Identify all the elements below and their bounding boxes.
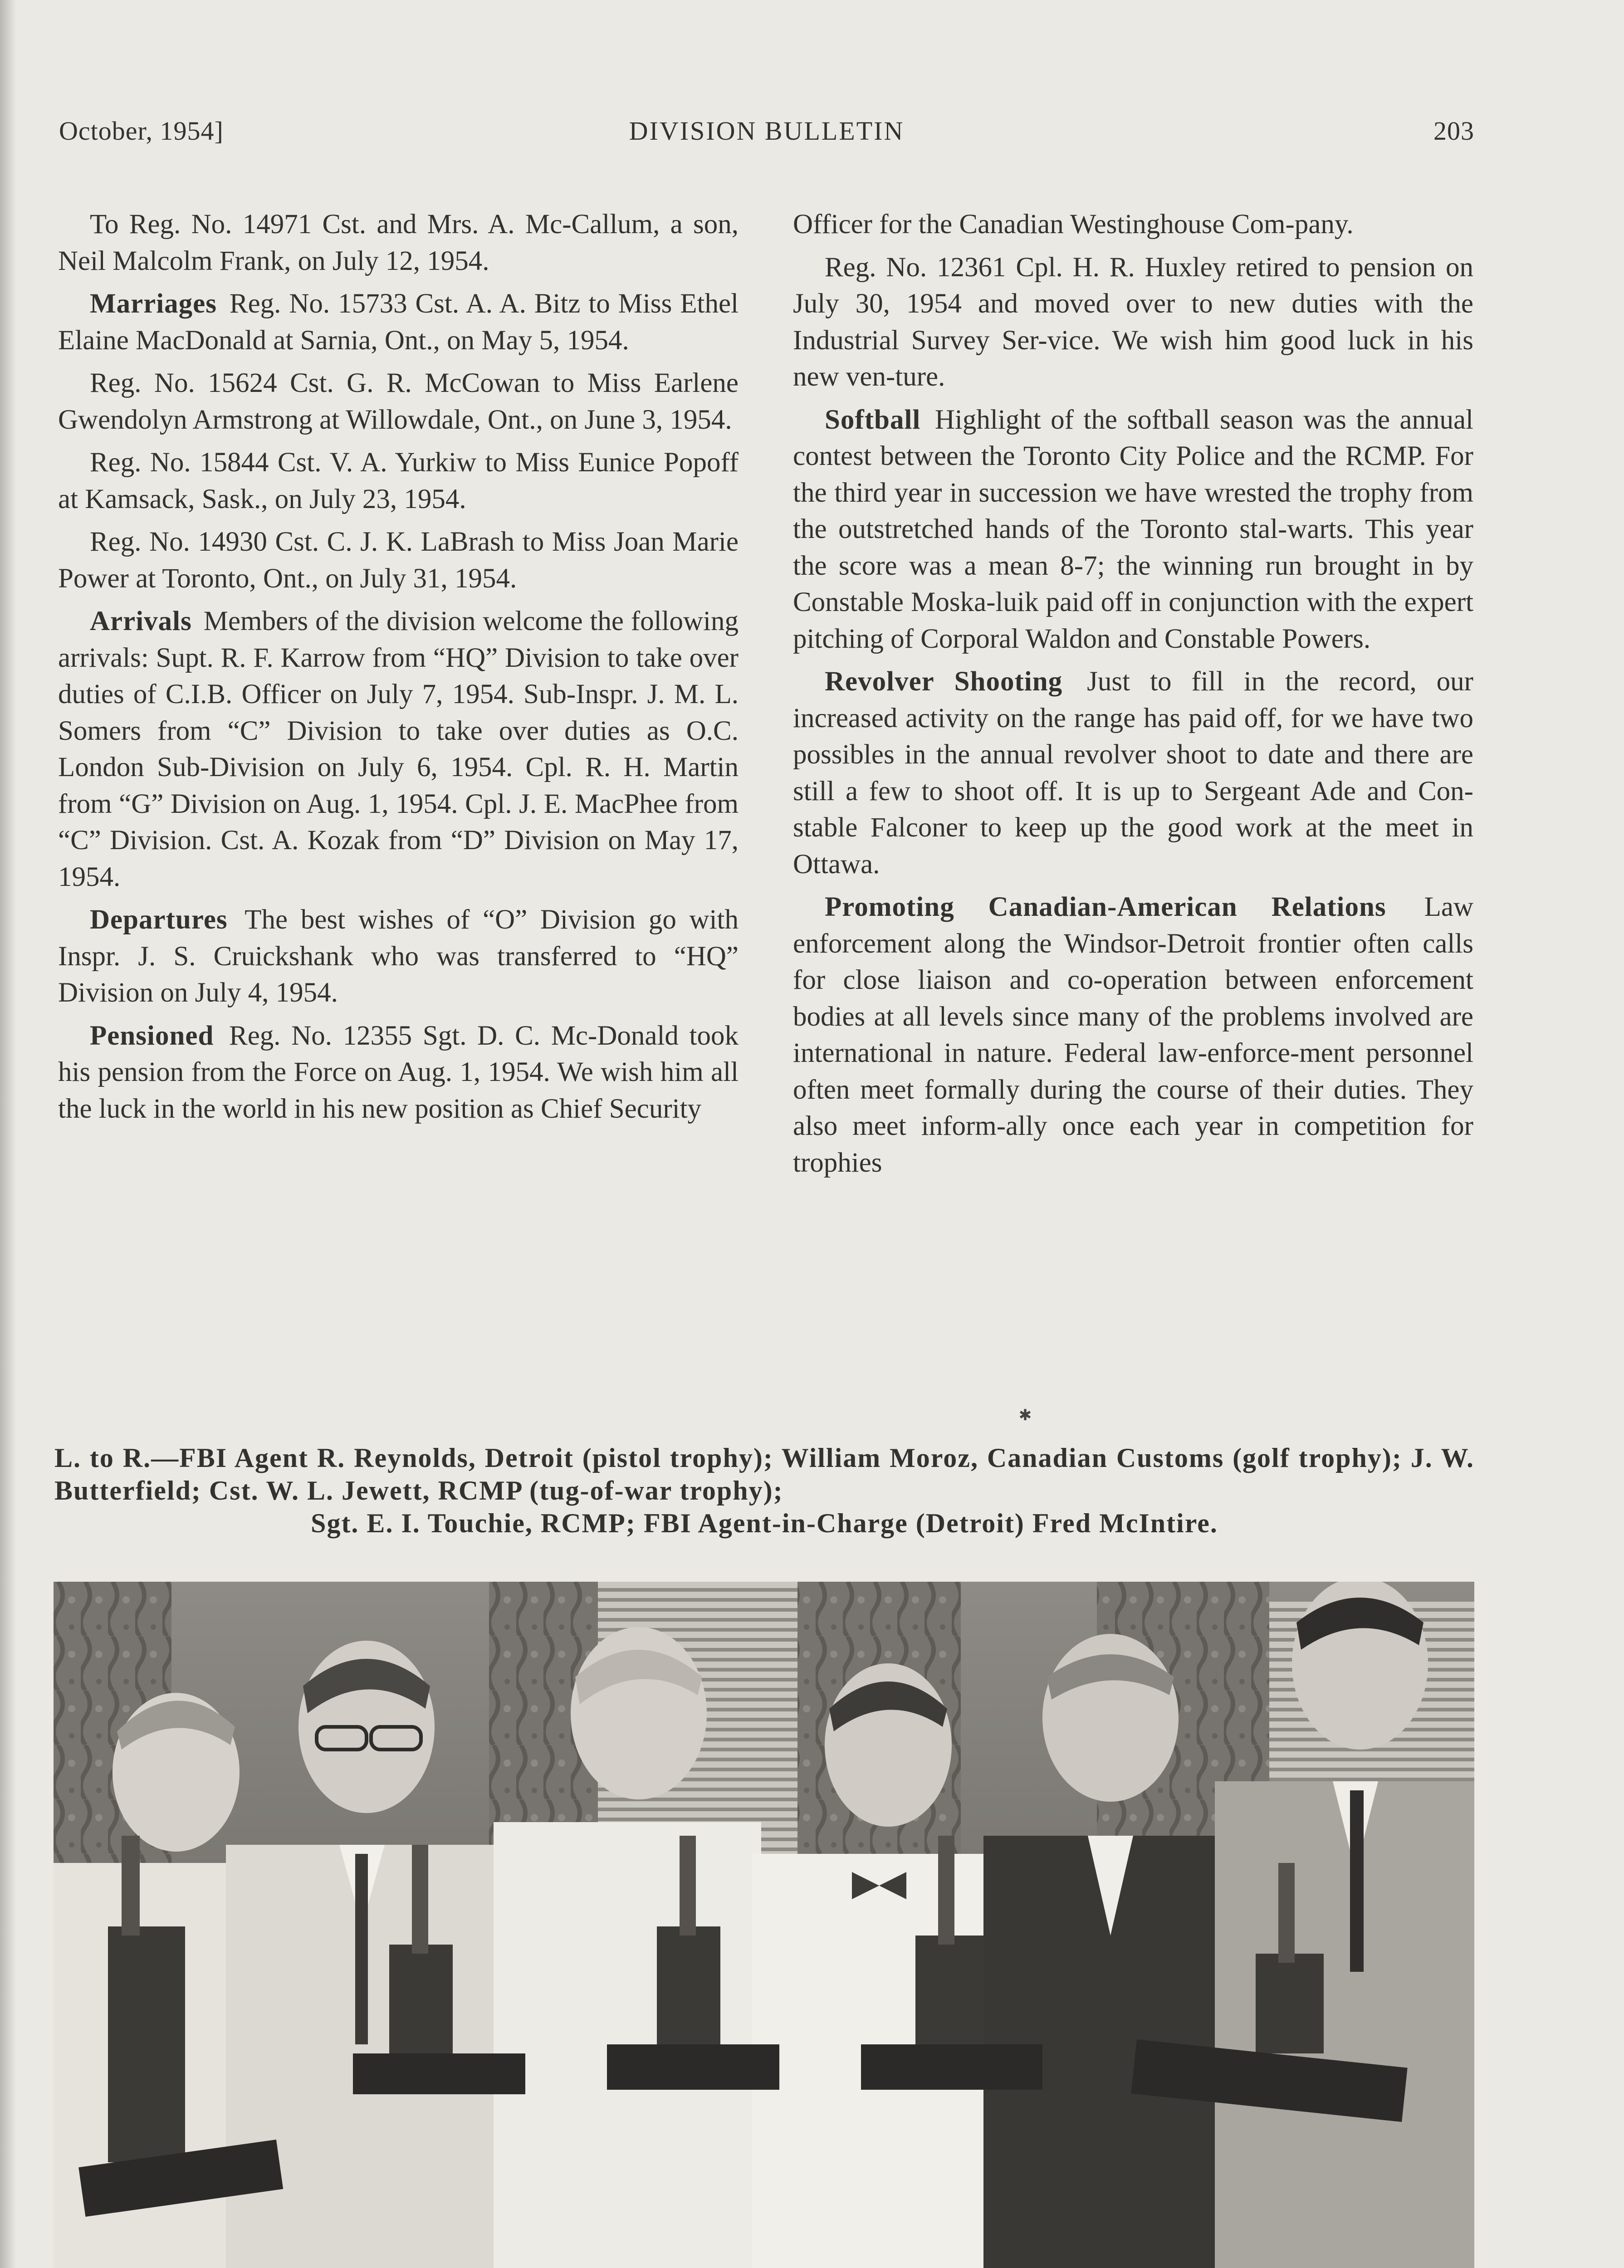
photo-caption [54, 1442, 1474, 1540]
retirement-notice: Reg. No. 12361 Cpl. H. R. Huxley retired to pension on July 30, 1954 and moved over to new duties with the Industrial Survey Ser-vice. We wish him good luck in his new ven-ture. [793, 252, 1473, 392]
header-title: DIVISION BULLETIN [629, 116, 905, 146]
departures-section [58, 902, 739, 1012]
relations-heading: Promoting Canadian-American Relations [825, 892, 1386, 922]
right-column [793, 206, 1473, 1181]
softball-section [793, 402, 1473, 658]
page-number: 203 [1433, 116, 1474, 146]
group-photo [54, 1582, 1474, 2268]
running-header [59, 116, 1474, 152]
group-photo-illustration [54, 1582, 1474, 2268]
departures-heading: Departures [90, 904, 228, 935]
left-column [58, 206, 739, 1127]
revolver-section [793, 664, 1473, 883]
arrivals-section [58, 603, 739, 895]
pensioned-continuation: Officer for the Canadian Westinghouse Com-pany. [793, 209, 1354, 240]
relations-text: Law enforcement along the Windsor-Detroit frontier often calls for close liaison and co-operation between enforcement bodies at all levels since many of the problems involved are international in nature. Federal law-enforce-ment personnel often meet formally during the course of their duties. They also meet inform-ally once each year in competition for trophies [793, 892, 1473, 1178]
birth-notice: To Reg. No. 14971 Cst. and Mrs. A. Mc-Callum, a son, Neil Malcolm Frank, on July 12, 1954. [58, 209, 739, 276]
revolver-heading: Revolver Shooting [825, 666, 1063, 697]
marriage-notice: Reg. No. 14930 Cst. C. J. K. LaBrash to Miss Joan Marie Power at Toronto, Ont., on July 31, 1954. [58, 527, 739, 594]
section-ornament: ✱ [1018, 1407, 1032, 1424]
marriage-notice: Reg. No. 15844 Cst. V. A. Yurkiw to Miss Eunice Popoff at Kamsack, Sask., on July 23, 1954. [58, 447, 739, 514]
pensioned-heading: Pensioned [90, 1020, 214, 1051]
arrivals-heading: Arrivals [90, 606, 192, 636]
pensioned-text: Reg. No. 12355 Sgt. D. C. Mc-Donald took his pension from the Force on Aug. 1, 1954. We wish him all the luck in the world in his new position as Chief Security [58, 1020, 739, 1124]
marriages-section [58, 286, 739, 359]
page-spine-shadow [0, 0, 16, 2268]
header-date: October, 1954] [59, 116, 224, 146]
arrivals-text: Members of the division welcome the following arrivals: Supt. R. F. Karrow from “HQ” Division to take over duties of C.I.B. Officer on July 7, 1954. Sub-Inspr. J. M. L. Somers from “C” Division to take over duties as O.C. London Sub-Division on July 6, 1954. Cpl. R. H. Martin from “G” Division on Aug. 1, 1954. Cpl. J. E. MacPhee from “C” Division. Cst. A. Kozak from “D” Division on May 17, 1954. [58, 606, 739, 892]
marriages-heading: Marriages [90, 288, 217, 319]
softball-heading: Softball [825, 404, 921, 435]
pensioned-section [58, 1018, 739, 1128]
departures-text: The best wishes of “O” Division go with Inspr. J. S. Cruickshank who was transferred to “HQ” Division on July 4, 1954. [58, 904, 739, 1008]
caption-last-line: Sgt. E. I. Touchie, RCMP; FBI Agent-in-Charge (Detroit) Fred McIntire. [311, 1508, 1218, 1538]
caption-main: L. to R.—FBI Agent R. Reynolds, Detroit (pistol trophy); William Moroz, Canadian Customs (golf trophy); J. W. Butterfield; Cst. W. L. Jewett, RCMP (tug-of-war trophy); [54, 1443, 1474, 1505]
marriage-notice: Reg. No. 15624 Cst. G. R. McCowan to Miss Earlene Gwendolyn Armstrong at Willowdale, Ont., on June 3, 1954. [58, 368, 739, 435]
softball-text: Highlight of the softball season was the annual contest between the Toronto City Police and the RCMP. For the third year in succession we have wrested the trophy from the outstretched hands of the Toronto stal-warts. This year the score was a mean 8-7; the winning run brought in by Constable Moska-luik paid off in conjunction with the expert pitching of Corporal Waldon and Constable Powers. [793, 404, 1473, 654]
revolver-text: Just to fill in the record, our increased activity on the range has paid off, for we have two possibles in the annual revolver shoot to date and there are still a few to shoot off. It is up to Sergeant Ade and Con-stable Falconer to keep up the good work at the meet in Ottawa. [793, 666, 1473, 880]
marriages-text: Reg. No. 15733 Cst. A. A. Bitz to Miss Ethel Elaine MacDonald at Sarnia, Ont., on May 5, 1954. [58, 288, 739, 356]
relations-section [793, 889, 1473, 1181]
